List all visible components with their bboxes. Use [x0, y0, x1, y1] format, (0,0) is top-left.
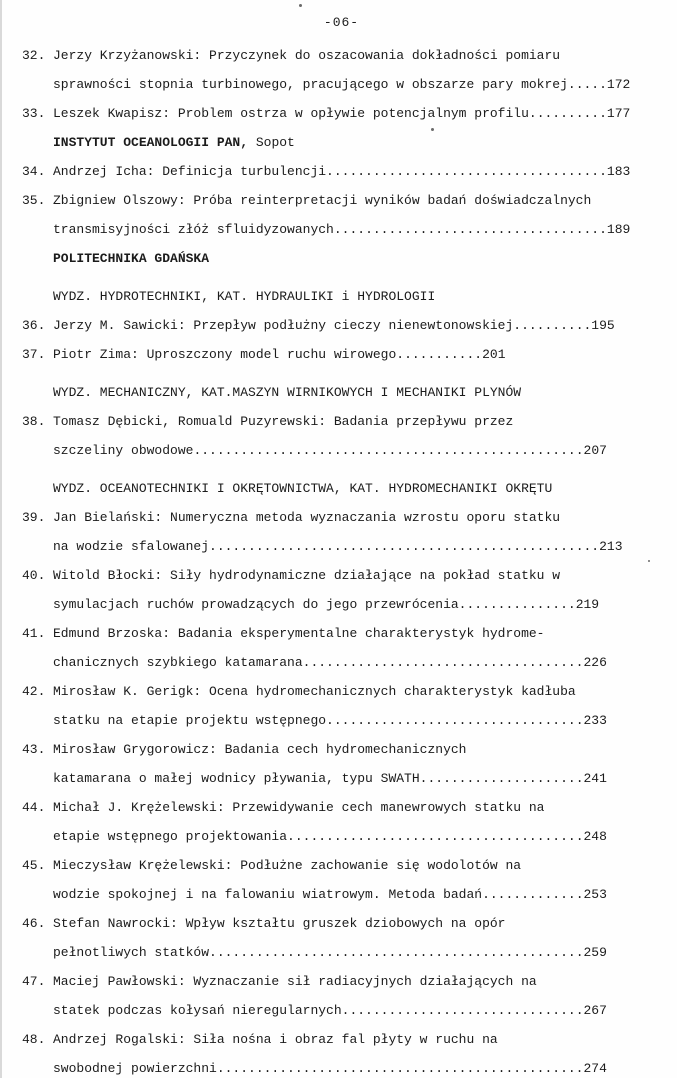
dot-leader: .......... — [528, 106, 607, 121]
entry-first-line — [22, 793, 661, 822]
dot-leader: .................................................. — [193, 443, 584, 458]
entry-continuation-line — [22, 880, 661, 909]
toc-list — [22, 41, 661, 1078]
dot-leader: ............................... — [341, 1003, 584, 1018]
toc-entry — [22, 340, 661, 369]
entry-number: 44. — [22, 800, 46, 815]
entry-page-number: 274 — [583, 1061, 607, 1076]
entry-title-text: Jerzy M. Sawicki: Przepływ podłużny cieczy nienewtonowskiej — [53, 318, 514, 333]
entry-title-text: Mirosław Grygorowicz: Badania cech hydromechanicznych — [53, 742, 467, 757]
entry-first-line — [22, 851, 661, 880]
entry-continuation-line — [22, 436, 661, 465]
dot-leader: ..................... — [419, 771, 584, 786]
entry-first-line — [22, 967, 661, 996]
toc-entry — [22, 735, 661, 793]
entry-first-line — [22, 99, 661, 128]
entry-title-text: szczeliny obwodowe — [53, 443, 194, 458]
entry-first-line — [22, 41, 661, 70]
dot-leader: ................................... — [333, 222, 607, 237]
toc-entry — [22, 407, 661, 465]
toc-entry — [22, 851, 661, 909]
entry-page-number: 259 — [583, 945, 607, 960]
entry-title-text: pełnotliwych statków — [53, 945, 210, 960]
entry-first-line — [22, 340, 661, 369]
toc-entry — [22, 1025, 661, 1078]
section-heading-text: WYDZ. OCEANOTECHNIKI I OKRĘTOWNICTWA, KAT. HYDROMECHANIKI OKRĘTU — [53, 481, 553, 496]
entry-first-line — [22, 619, 661, 648]
entry-first-line — [22, 407, 661, 436]
section-heading — [53, 128, 661, 157]
entry-continuation-line — [22, 1054, 661, 1078]
entry-number: 48. — [22, 1032, 46, 1047]
entry-title-text: Witold Błocki: Siły hydrodynamiczne działające na pokład statku w — [53, 568, 561, 583]
entry-title-text: katamarana o małej wodnicy pływania, typu SWATH — [53, 771, 420, 786]
toc-entry — [22, 186, 661, 244]
dot-leader: ...................................... — [287, 829, 584, 844]
dot-leader: ................................. — [326, 713, 584, 728]
entry-number: 35. — [22, 193, 46, 208]
entry-continuation-line — [22, 70, 661, 99]
entry-first-line — [22, 157, 661, 186]
entry-number: 45. — [22, 858, 46, 873]
section-heading-bold-text: INSTYTUT OCEANOLOGII PAN, — [53, 135, 249, 150]
dot-leader: ........... — [396, 347, 483, 362]
entry-title-text: Edmund Brzoska: Badania eksperymentalne charakterystyk hydrome- — [53, 626, 545, 641]
section-heading-bold-text: POLITECHNIKA GDAŃSKA — [53, 251, 210, 266]
entry-title-text: wodzie spokojnej i na falowaniu wiatrowym. Metoda badań — [53, 887, 483, 902]
toc-entry — [22, 619, 661, 677]
entry-title-text: Stefan Nawrocki: Wpływ kształtu gruszek dziobowych na opór — [53, 916, 506, 931]
section-heading-text: WYDZ. HYDROTECHNIKI, KAT. HYDRAULIKI i HYDROLOGII — [53, 289, 436, 304]
entry-title-text: Jerzy Krzyżanowski: Przyczynek do oszacowania dokładności pomiaru — [53, 48, 561, 63]
entry-number: 33. — [22, 106, 46, 121]
entry-page-number: 253 — [583, 887, 607, 902]
entry-number: 41. — [22, 626, 46, 641]
dot-leader: .......... — [513, 318, 592, 333]
section-heading-text: WYDZ. MECHANICZNY, KAT.MASZYN WIRNIKOWYCH I MECHANIKI PLYNÓW — [53, 385, 522, 400]
entry-number: 43. — [22, 742, 46, 757]
entry-number: 46. — [22, 916, 46, 931]
entry-page-number: 213 — [599, 539, 623, 554]
entry-page-number: 226 — [583, 655, 607, 670]
entry-page-number: 207 — [583, 443, 607, 458]
entry-page-number: 172 — [606, 77, 631, 92]
section-heading — [53, 474, 661, 503]
entry-title-text: Leszek Kwapisz: Problem ostrza w opływie potencjalnym profilu — [53, 106, 529, 121]
entry-continuation-line — [22, 996, 661, 1025]
dot-leader: ..... — [567, 77, 607, 92]
toc-entry — [22, 793, 661, 851]
entry-number: 34. — [22, 164, 46, 179]
entry-continuation-line — [22, 706, 661, 735]
entry-title-text: Piotr Zima: Uproszczony model ruchu wirowego — [53, 347, 397, 362]
toc-entry — [22, 967, 661, 1025]
entry-page-number: 177 — [606, 106, 631, 121]
entry-title-text: Zbigniew Olszowy: Próba reinterpretacji wyników badań doświadczalnych — [53, 193, 592, 208]
entry-continuation-line — [22, 822, 661, 851]
scan-speckle — [431, 128, 434, 131]
entry-continuation-line — [22, 215, 661, 244]
entry-title-text: etapie wstępnego projektowania — [53, 829, 288, 844]
page-number-header: -06- — [323, 15, 360, 30]
entry-title-text: Andrzej Icha: Definicja turbulencji — [53, 164, 327, 179]
entry-number: 47. — [22, 974, 46, 989]
entry-title-text: Tomasz Dębicki, Romuald Puzyrewski: Badania przepływu przez — [53, 414, 514, 429]
entry-page-number: 201 — [482, 347, 506, 362]
scan-edge-artifact — [0, 0, 2, 1078]
entry-number: 39. — [22, 510, 46, 525]
entry-title-text: symulacjach ruchów prowadzących do jego przewrócenia — [53, 597, 459, 612]
entry-first-line — [22, 735, 661, 764]
dot-leader: ............... — [458, 597, 576, 612]
scan-speckle — [648, 560, 650, 562]
entry-page-number: 248 — [583, 829, 607, 844]
entry-number: 38. — [22, 414, 46, 429]
entry-title-text: Maciej Pawłowski: Wyznaczanie sił radiacyjnych działających na — [53, 974, 537, 989]
toc-entry — [22, 41, 661, 99]
entry-title-text: na wodzie sfalowanej — [53, 539, 210, 554]
entry-page-number: 219 — [575, 597, 600, 612]
entry-continuation-line — [22, 590, 661, 619]
toc-entry — [22, 99, 661, 128]
toc-entry — [22, 677, 661, 735]
entry-number: 37. — [22, 347, 46, 362]
entry-title-text: sprawności stopnia turbinowego, pracującego w obszarze pary mokrej — [53, 77, 568, 92]
entry-first-line — [22, 1025, 661, 1054]
dot-leader: ............................................... — [216, 1061, 584, 1076]
dot-leader: .................................... — [326, 164, 607, 179]
entry-page-number: 267 — [583, 1003, 607, 1018]
entry-page-number: 241 — [583, 771, 607, 786]
dot-leader: ................................................ — [209, 945, 584, 960]
toc-entry — [22, 909, 661, 967]
entry-number: 42. — [22, 684, 46, 699]
scan-speckle — [299, 4, 302, 7]
entry-number: 36. — [22, 318, 46, 333]
entry-title-text: chanicznych szybkiego katamarana — [53, 655, 303, 670]
entry-first-line — [22, 561, 661, 590]
entry-title-text: transmisyjności złóż sfluidyzowanych — [53, 222, 334, 237]
entry-first-line — [22, 311, 661, 340]
entry-title-text: statku na etapie projektu wstępnego — [53, 713, 327, 728]
entry-title-text: Andrzej Rogalski: Siła nośna i obraz fal płyty w ruchu na — [53, 1032, 498, 1047]
section-heading — [53, 378, 661, 407]
entry-title-text: swobodnej powierzchni — [53, 1061, 217, 1076]
entry-title-text: Mirosław K. Gerigk: Ocena hydromechanicznych charakterystyk kadłuba — [53, 684, 576, 699]
toc-entry — [22, 503, 661, 561]
entry-page-number: 183 — [606, 164, 631, 179]
entry-page-number: 189 — [606, 222, 631, 237]
entry-title-text: statek podczas kołysań nieregularnych — [53, 1003, 342, 1018]
dot-leader: ............. — [482, 887, 584, 902]
entry-first-line — [22, 186, 661, 215]
entry-first-line — [22, 503, 661, 532]
entry-continuation-line — [22, 764, 661, 793]
entry-first-line — [22, 677, 661, 706]
entry-continuation-line — [22, 532, 661, 561]
entry-number: 32. — [22, 48, 46, 63]
dot-leader: .................................................. — [209, 539, 600, 554]
section-heading-text: Sopot — [248, 135, 295, 150]
toc-entry — [22, 561, 661, 619]
entry-first-line — [22, 909, 661, 938]
dot-leader: .................................... — [302, 655, 584, 670]
entry-title-text: Jan Bielański: Numeryczna metoda wyznaczania wzrostu oporu statku — [53, 510, 561, 525]
entry-page-number: 233 — [583, 713, 607, 728]
toc-entry — [22, 157, 661, 186]
section-heading — [53, 244, 661, 273]
toc-entry — [22, 311, 661, 340]
entry-number: 40. — [22, 568, 46, 583]
entry-continuation-line — [22, 648, 661, 677]
entry-continuation-line — [22, 938, 661, 967]
entry-title-text: Michał J. Krężelewski: Przewidywanie cech manewrowych statku na — [53, 800, 545, 815]
entry-title-text: Mieczysław Krężelewski: Podłużne zachowanie się wodolotów na — [53, 858, 522, 873]
section-heading — [53, 282, 661, 311]
entry-page-number: 195 — [591, 318, 615, 333]
